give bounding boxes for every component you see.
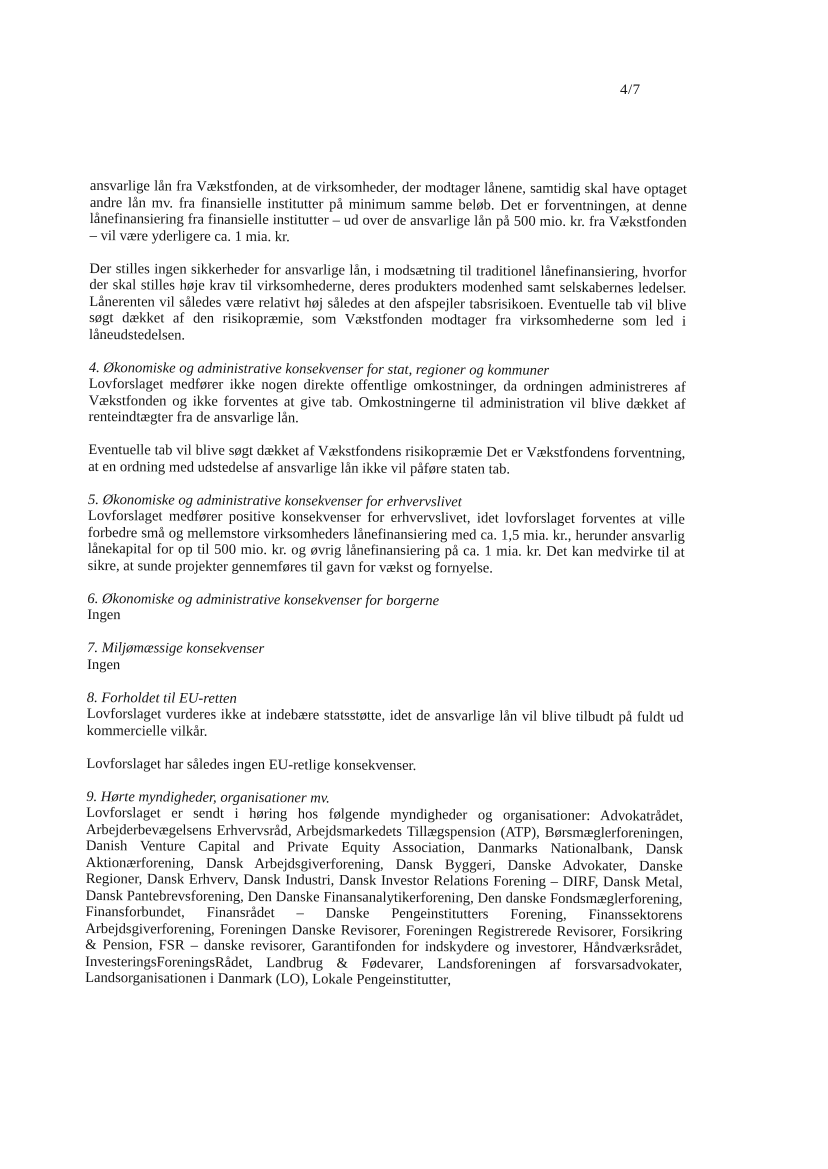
paragraph-section-4a: Lovforslaget medfører ikke nogen direkte offentlige omkostninger, da ordningen administreres af Vækstfonden og ikke forventes at give tab. Omkostningerne til administration vil blive dækket af renteindtægter fra de ansvarlige lån. bbox=[88, 375, 686, 427]
paragraph-section-4b: Eventuelle tab vil blive søgt dækket af Vækstfondens risikopræmie Det er Vækstfondens forventning, at en ordning med udstedelse af ansvarlige lån ikke vil påføre staten tab. bbox=[88, 441, 686, 478]
page-number: 4/7 bbox=[620, 82, 641, 98]
document-body bbox=[85, 178, 687, 990]
paragraph-section-9: Lovforslaget er sendt i høring hos følgende myndigheder og organisationer: Advokatrådet, Arbejderbevægelsens Erhvervsråd, Arbejdsmarkedets Tillægspension (ATP), Børsmæglerforeningen, Danish Venture Capital and Private Equity Association, Danmarks Nationalbank, Dansk Aktionærforening, Dansk Arbejdsgiverforening, Dansk Byggeri, Danske Advokater, Danske Regioner, Dansk Erhverv, Dansk Industri, Dansk Investor Relations Forening – DIRF, Dansk Metal, Dansk Pantebrevsforening, Den Danske Finansanalytikerforening, Den danske Fondsmæglerforening, Finansforbundet, Finansrådet – Danske Pengeinstitutters Forening, Finanssektorens Arbejdsgiverforening, Foreningen Danske Revisorer, Foreningen Registrerede Revisorer, Forsikring & Pension, FSR – danske revisorer, Garantifonden for indskydere og investorer, Håndværksrådet, InvesteringsForeningsRådet, Landbrug & Fødevarer, Landsforeningen af forsvarsadvokater, Landsorganisationen i Danmark (LO), Lokale Pengeinstitutter, bbox=[85, 804, 684, 989]
paragraph-section-8b: Lovforslaget har således ingen EU-retlige konsekvenser. bbox=[86, 755, 417, 774]
section-heading-9: 9. Hørte myndigheder, organisationer mv. bbox=[86, 788, 330, 806]
section-heading-7: 7. Miljømæssige konsekvenser bbox=[87, 639, 265, 658]
paragraph-loan-requirements: ansvarlige lån fra Vækstfonden, at de virksomheder, der modtager lånene, samtidig skal have optaget andre lån mv. fra finansielle institutter på minimum samme beløb. Det er forventningen, at denne lånefinansiering fra finansielle institutter – ud over de ansvarlige lån på 500 mio. kr. fra Vækstfonden – vil være yderligere ca. 1 mia. kr. bbox=[89, 178, 687, 245]
paragraph-section-7: Ingen bbox=[86, 656, 121, 673]
section-heading-5: 5. Økonomiske og administrative konsekvenser for erhvervslivet bbox=[87, 491, 462, 510]
paragraph-section-5: Lovforslaget medfører positive konsekvenser for erhvervslivet, idet lovforslaget forventes at ville forbedre små og mellemstore virksomheders lånefinansiering med ca. 1,5 mia. kr., herunder ansvarlig lånekapital for op til 500 mio. kr. og øvrig lånefinansiering på ca. 1 mia. kr. Det kan medvirke til at sikre, at sunde projekter gennemføres til gavn for vækst og fornyelse. bbox=[87, 507, 685, 576]
paragraph-security: Der stilles ingen sikkerheder for ansvarlige lån, i modsætning til traditionel lånefinansiering, hvorfor der skal stilles høje krav til virksomhederne, deres produkters modenhed samt selskabernes ledelser. Lånerenten vil således være relativt høj således at den afspejler tabsrisikoen. Eventuelle tab vil blive søgt dækket af den risikopræmie, som Vækstfonden modtager fra virksomhederne som led i låneudstedelsen. bbox=[88, 260, 687, 344]
section-heading-8: 8. Forholdet til EU-retten bbox=[86, 689, 237, 707]
section-heading-4: 4. Økonomiske og administrative konsekvenser for stat, regioner og kommuner bbox=[88, 359, 550, 379]
paragraph-section-6: Ingen bbox=[87, 606, 121, 624]
paragraph-section-8a: Lovforslaget vurderes ikke at indebære statsstøtte, idet de ansvarlige lån vil blive tilbudt på fuldt ud kommercielle vilkår. bbox=[86, 705, 684, 740]
section-heading-6: 6. Økonomiske og administrative konsekvenser for borgerne bbox=[87, 590, 440, 609]
